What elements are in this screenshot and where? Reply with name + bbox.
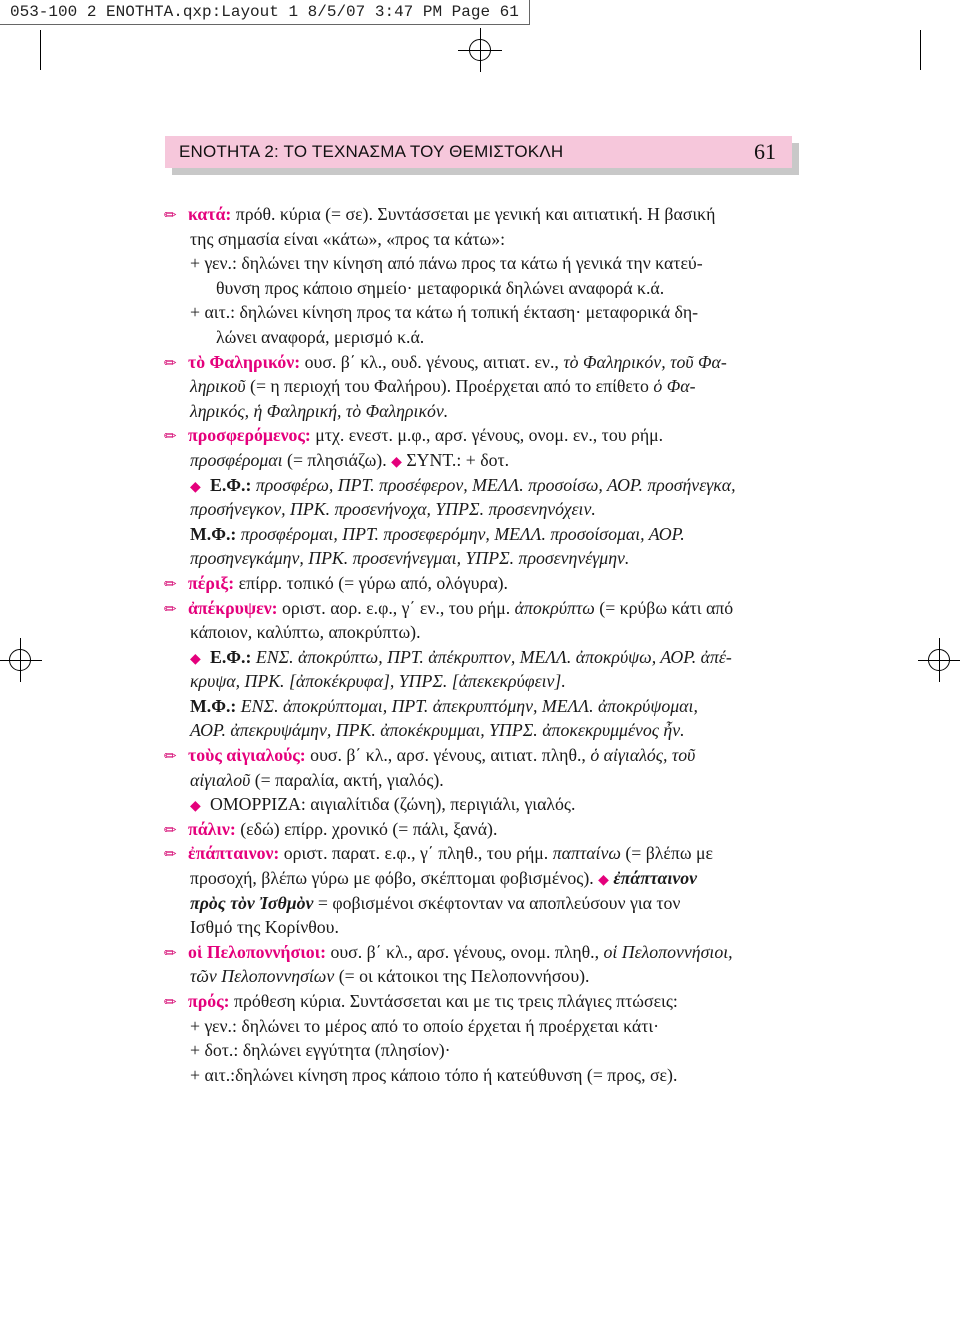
pencil-icon: ✏	[164, 943, 177, 962]
headword: πέριξ:	[188, 572, 235, 593]
glossary	[164, 202, 800, 1087]
diamond-icon: ◆	[190, 478, 201, 495]
diamond-icon: ◆	[598, 872, 609, 889]
entry-aigialous: ✏ τοὺς αἰγιαλούς: ουσ. β΄ κλ., αρσ. γένους, αιτιατ. πληθ., ὁ αἰγιαλός, τοῦ αἰγιαλοῦ (= παραλία, ακτή, γιαλός). ◆ ΟΜΟΡΡΙΖΑ: αιγιαλίτιδα (ζώνη), περιγιάλι, γιαλός.	[164, 743, 800, 817]
entry-apekrypsen: ✏ ἀπέκρυψεν: οριστ. αορ. ε.φ., γ΄ εν., του ρήμ. ἀποκρύπτω (= κρύβω κάτι από κάποιον, καλύπτω, αποκρύπτω). ◆ Ε.Φ.: ΕΝΣ. ἀποκρύπτω, ΠΡΤ. ἀπέκρυπτον, ΜΕΛΛ. ἀποκρύψω, ΑΟΡ. ἀπέ- κρυψα, ΠΡΚ. [ἀποκέκρυφα], ΥΠΡΣ. [ἀπεκεκρύφειν]. Μ.Φ.: ΕΝΣ. ἀποκρύπτομαι, ΠΡΤ. ἀπεκρυπτόμην, ΜΕΛΛ. ἀποκρύψομαι, ΑΟΡ. ἀπεκρυψάμην, ΠΡΚ. ἀποκέκρυμμαι, ΥΠΡΣ. ἀποκεκρυμμένος ἦν.	[164, 597, 734, 741]
headword: ἐπάπταινον:	[188, 843, 280, 864]
headword: τοὺς αἰγιαλούς:	[188, 745, 306, 766]
pencil-icon: ✏	[164, 427, 177, 446]
running-header	[165, 136, 792, 168]
section-title: ΕΝΟΤΗΤΑ 2: ΤΟ ΤΕΧΝΑΣΜΑ ΤΟΥ ΘΕΜΙΣΤΟΚΛΗ	[179, 142, 564, 161]
headword: ἀπέκρυψεν:	[188, 597, 278, 618]
diamond-icon: ◆	[190, 650, 201, 667]
headword: προσφερόμενος:	[188, 425, 311, 446]
headword: πρός:	[188, 991, 230, 1011]
pencil-icon: ✏	[164, 820, 177, 839]
entry-epaptainon: ✏ ἐπάπταινον: οριστ. παρατ. ε.φ., γ΄ πληθ., του ρήμ. παπταίνω (= βλέπω με προσοχή, βλέπω γύρω με φόβο, σκέπτομαι φοβισμένος). ◆ ἐπάπταινον πρὸς τὸν Ἰσθμὸν = φοβισμένοι σκέφτονταν να αποπλεύσουν για τον Ισθμό της Κορίνθου.	[164, 843, 714, 938]
entry-pros: ✏ πρός: πρόθεση κύρια. Συντάσσεται και με τις τρεις πλάγιες πτώσεις: + γεν.: δηλώνει το μέρος από το οποίο έρχεται ή προέρχεται κάτι· + δοτ.: δηλώνει εγγύτητα (πλησίον)· + αιτ.:δηλώνει κίνηση προς κάποιο τόπο ή κατεύθυνση (= προς, σε).	[164, 991, 678, 1085]
headword: τὸ Φαληρικόν:	[188, 351, 301, 372]
entry-peloponnesioi: ✏ οἱ Πελοποννήσιοι: ουσ. β΄ κλ., αρσ. γένους, ονομ. πληθ., οἱ Πελοποννήσιοι, τῶν Πελοποννησίων (= οι κάτοικοι της Πελοποννήσου).	[164, 941, 733, 987]
page-number: 61	[754, 139, 776, 164]
entry-prosferomenos: ✏ προσφερόμενος: μτχ. ενεστ. μ.φ., αρσ. γένους, ονομ. εν., του ρήμ. προσφέρομαι (= πλησιάζω). ◆ ΣΥΝΤ.: + δοτ. ◆ Ε.Φ.: προσφέρω, ΠΡΤ. προσέφερον, ΜΕΛΛ. προσοίσω, ΑΟΡ. προσήνεγκα, προσήνεγκον, ΠΡΚ. προσενήνοχα, ΥΠΡΣ. προσενηνόχειν. Μ.Φ.: προσφέρομαι, ΠΡΤ. προσεφερόμην, ΜΕΛΛ. προσοίσομαι, ΑΟΡ. προσηνεγκάμην, ΠΡΚ. προσενήνεγμαι, ΥΠΡΣ. προσενηνέγμην.	[164, 425, 736, 569]
pencil-icon: ✏	[164, 747, 177, 766]
print-slug: 053-100 2 ΕΝΟΤΗΤΑ.qxp:Layout 1 8/5/07 3:47 PM Page 61	[0, 0, 530, 25]
headword: κατά:	[188, 204, 232, 224]
pencil-icon: ✏	[164, 574, 177, 593]
pencil-icon: ✏	[164, 353, 177, 372]
headword: πάλιν:	[188, 818, 236, 839]
headword: οἱ Πελοποννήσιοι:	[188, 941, 327, 962]
pencil-icon: ✏	[164, 845, 177, 864]
entry-faleriko: ✏ τὸ Φαληρικόν: ουσ. β΄ κλ., ουδ. γένους, αιτιατ. εν., τὸ Φαληρικόν, τοῦ Φα- ληρικοῦ (= η περιοχή του Φαλήρου). Προέρχεται από το επίθετο ὁ Φα- ληρικός, ἡ Φαληρική, τὸ Φαληρικόν.	[164, 351, 727, 421]
pencil-icon: ✏	[164, 993, 177, 1011]
diamond-icon: ◆	[391, 453, 402, 470]
pencil-icon: ✏	[164, 206, 177, 224]
entry-perix: ✏ πέριξ: επίρρ. τοπικό (= γύρω από, ολόγυρα).	[164, 571, 800, 596]
diamond-icon: ◆	[190, 798, 201, 815]
entry-palin: ✏ πάλιν: (εδώ) επίρρ. χρονικό (= πάλι, ξανά).	[164, 817, 800, 842]
entry-kata: ✏ κατά: πρόθ. κύρια (= σε). Συντάσσεται με γενική και αιτιατική. Η βασική της σημασία είναι «κάτω», «προς τα κάτω»: + γεν.: δηλώνει την κίνηση από πάνω προς τα κάτω ή γενικά την κατεύ- θυνση προς κάποιο σημείο· μεταφορικά δηλώνει αναφορά κ.ά. + αιτ.: δηλώνει κίνηση προς τα κάτω ή τοπική έκταση· μεταφορικά δη- λώνει αναφορά, μερισμό κ.ά.	[164, 204, 716, 347]
pencil-icon: ✏	[164, 599, 177, 618]
